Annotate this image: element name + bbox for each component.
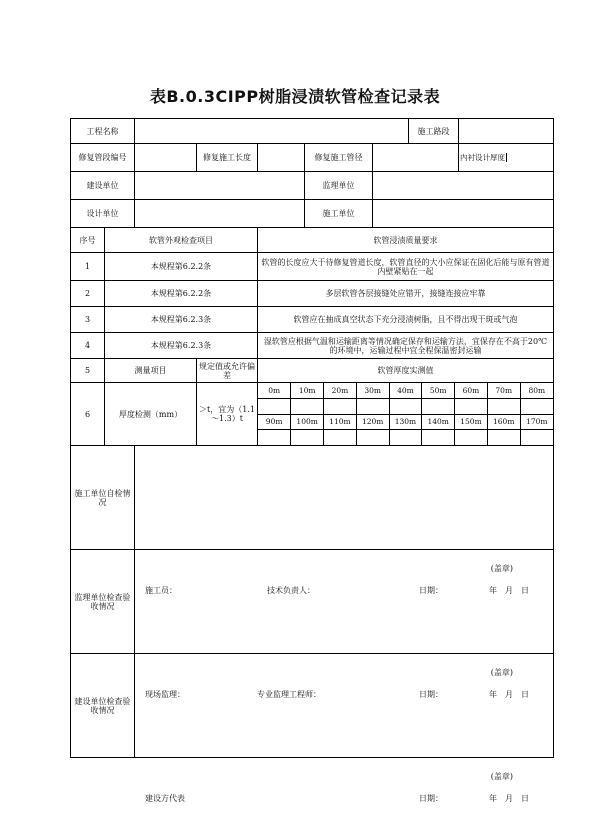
position-label: 100m bbox=[291, 414, 324, 429]
page-title: 表B.0.3CIPP树脂浸渍软管检查记录表 bbox=[149, 87, 441, 106]
seal-label: (盖章) bbox=[490, 771, 513, 781]
repair-diameter-label: 修复施工管径 bbox=[305, 144, 373, 172]
thickness-value-cell[interactable] bbox=[520, 429, 553, 445]
liner-thickness-cell bbox=[459, 144, 554, 172]
thickness-value-cell[interactable] bbox=[258, 398, 291, 414]
col-no-header: 序号 bbox=[71, 228, 105, 253]
position-label: 10m bbox=[291, 383, 324, 398]
measure-row-no: 6 bbox=[71, 383, 105, 446]
contractor-check-title: 施工单位自检情况 bbox=[71, 446, 135, 550]
ymd-label: 年 月 日 bbox=[489, 689, 529, 699]
inspection-form bbox=[70, 118, 554, 803]
thickness-value-cell[interactable] bbox=[356, 429, 389, 445]
builder-check-title: 建设单位检查验收情况 bbox=[71, 654, 135, 758]
position-label: 150m bbox=[455, 414, 488, 429]
position-label: 170m bbox=[520, 414, 553, 429]
builder-check-area[interactable] bbox=[135, 654, 554, 803]
supervisor-check-title: 监理单位检查验收情况 bbox=[71, 550, 135, 654]
thickness-value-cell[interactable] bbox=[324, 429, 357, 445]
contractor-check-area[interactable] bbox=[135, 446, 554, 595]
position-label: 120m bbox=[356, 414, 389, 429]
builder-field[interactable] bbox=[135, 172, 305, 200]
contractor-label: 施工单位 bbox=[305, 200, 373, 228]
position-label: 160m bbox=[487, 414, 520, 429]
item-no: 4 bbox=[71, 333, 105, 359]
item-clause: 本规程第6.2.2条 bbox=[105, 253, 258, 281]
project-name-field[interactable] bbox=[135, 119, 409, 144]
measure-values-header: 软管厚度实测值 bbox=[258, 359, 554, 383]
repair-length-label: 修复施工长度 bbox=[197, 144, 258, 172]
liner-thickness-label: 内衬设计厚度 bbox=[460, 153, 505, 162]
item-clause: 本规程第6.2.3条 bbox=[105, 333, 258, 359]
item-requirement: 湿软管应根据气温和运输距离等情况确定保存和运输方法，宜保存在不高于20℃的环境中，运输过程中宜全程保温密封运输 bbox=[258, 333, 554, 359]
position-label: 60m bbox=[455, 383, 488, 398]
seal-label: (盖章) bbox=[490, 563, 513, 573]
thickness-value-cell[interactable] bbox=[291, 398, 324, 414]
item-no: 3 bbox=[71, 307, 105, 333]
signer-label: 建设方代表 bbox=[145, 793, 185, 803]
thickness-value-cell[interactable] bbox=[389, 398, 422, 414]
designer-field[interactable] bbox=[135, 200, 305, 228]
measure-spec-header: 规定值或允许偏差 bbox=[197, 359, 258, 383]
position-label: 140m bbox=[422, 414, 455, 429]
item-requirement: 多层软管各层接缝处应错开，接缝连接应牢靠 bbox=[258, 281, 554, 307]
thickness-value-cell[interactable] bbox=[520, 398, 553, 414]
thickness-spec: ＞t，宜为（1.1～1.3）t bbox=[197, 383, 258, 446]
segment-no-field[interactable] bbox=[135, 144, 197, 172]
thickness-grid bbox=[258, 383, 554, 446]
measure-no: 5 bbox=[71, 359, 105, 383]
builder-label: 建设单位 bbox=[71, 172, 135, 200]
col-req-header: 软管浸渍质量要求 bbox=[258, 228, 554, 253]
col-item-header: 软管外观检查项目 bbox=[105, 228, 258, 253]
signer-label: 专业监理工程师： bbox=[257, 689, 321, 699]
date-label: 日期： bbox=[419, 585, 443, 595]
repair-diameter-field[interactable] bbox=[373, 144, 459, 172]
item-clause: 本规程第6.2.2条 bbox=[105, 281, 258, 307]
date-label: 日期： bbox=[419, 689, 443, 699]
position-label: 30m bbox=[356, 383, 389, 398]
position-label: 80m bbox=[520, 383, 553, 398]
position-label: 130m bbox=[389, 414, 422, 429]
contractor-field[interactable] bbox=[373, 200, 554, 228]
thickness-value-cell[interactable] bbox=[389, 429, 422, 445]
thickness-value-cell[interactable] bbox=[291, 429, 324, 445]
thickness-value-cell[interactable] bbox=[324, 398, 357, 414]
item-clause: 本规程第6.2.3条 bbox=[105, 307, 258, 333]
thickness-value-cell[interactable] bbox=[422, 398, 455, 414]
supervisor-label: 监理单位 bbox=[305, 172, 373, 200]
signer-label: 现场监理： bbox=[145, 689, 185, 699]
thickness-value-cell[interactable] bbox=[422, 429, 455, 445]
position-label: 40m bbox=[389, 383, 422, 398]
thickness-label: 厚度检测（mm） bbox=[105, 383, 197, 446]
thickness-value-cell[interactable] bbox=[455, 398, 488, 414]
supervisor-field[interactable] bbox=[373, 172, 554, 200]
signer-label: 施工员： bbox=[145, 585, 177, 595]
thickness-value-cell[interactable] bbox=[455, 429, 488, 445]
item-requirement: 软管的长度应大于待修复管道长度，软管直径的大小应保证在固化后能与原有管道内壁紧贴在一起 bbox=[258, 253, 554, 281]
position-label: 50m bbox=[422, 383, 455, 398]
position-label: 110m bbox=[324, 414, 357, 429]
ymd-label: 年 月 日 bbox=[489, 585, 529, 595]
item-no: 1 bbox=[71, 253, 105, 281]
segment-no-label: 修复管段编号 bbox=[71, 144, 135, 172]
seal-label: (盖章) bbox=[490, 667, 513, 677]
position-label: 70m bbox=[487, 383, 520, 398]
date-label: 日期： bbox=[419, 793, 443, 803]
repair-length-field[interactable] bbox=[258, 144, 305, 172]
thickness-value-cell[interactable] bbox=[487, 429, 520, 445]
ymd-label: 年 月 日 bbox=[489, 793, 529, 803]
thickness-value-cell[interactable] bbox=[258, 429, 291, 445]
item-requirement: 软管应在抽成真空状态下充分浸渍树脂，且不得出现干斑或气泡 bbox=[258, 307, 554, 333]
project-name-label: 工程名称 bbox=[71, 119, 135, 144]
measure-item-header: 测量项目 bbox=[105, 359, 197, 383]
road-section-label: 施工路段 bbox=[409, 119, 459, 144]
item-no: 2 bbox=[71, 281, 105, 307]
road-section-field[interactable] bbox=[459, 119, 554, 144]
thickness-value-cell[interactable] bbox=[487, 398, 520, 414]
supervisor-check-area[interactable] bbox=[135, 550, 554, 699]
position-label: 90m bbox=[258, 414, 291, 429]
thickness-value-cell[interactable] bbox=[356, 398, 389, 414]
designer-label: 设计单位 bbox=[71, 200, 135, 228]
signer-label: 技术负责人： bbox=[267, 585, 315, 595]
position-label: 20m bbox=[324, 383, 357, 398]
position-label: 0m bbox=[258, 383, 291, 398]
liner-thickness-field[interactable] bbox=[507, 153, 554, 162]
